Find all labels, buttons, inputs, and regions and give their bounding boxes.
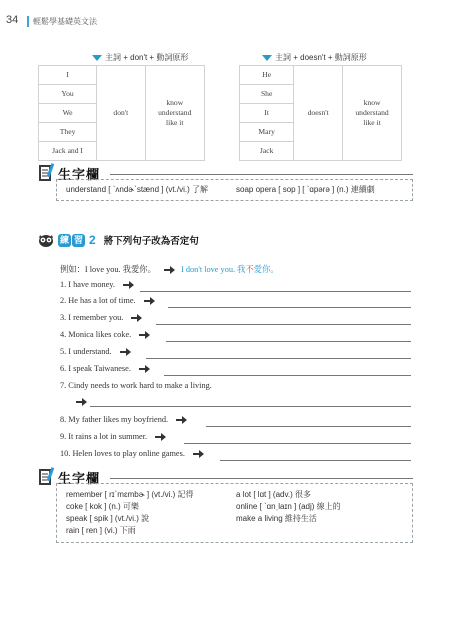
arrow-right-icon xyxy=(139,331,150,339)
verb-item: like it xyxy=(165,118,184,127)
answer-line[interactable] xyxy=(156,324,411,325)
example-answer-2: love you. 我 xyxy=(202,265,246,274)
question-text: 10. Helen loves to play online games. xyxy=(60,449,185,458)
exercise-header xyxy=(38,233,199,247)
question-item xyxy=(60,280,134,289)
vocab-divider xyxy=(110,174,413,175)
book-title: 輕鬆學基礎英文法 xyxy=(33,17,97,26)
arrow-right-icon xyxy=(144,297,155,305)
question-text: 2. He has a lot of time. xyxy=(60,296,136,305)
aux-cell: doesn't xyxy=(294,66,343,161)
vocab-section-2 xyxy=(38,467,413,545)
pencil-notebook-icon xyxy=(38,467,54,487)
verb-item: know xyxy=(363,98,381,107)
example-prefix: 例如：I love you. 我愛你。 xyxy=(60,265,156,274)
example-line xyxy=(60,263,279,275)
arrow-right-icon xyxy=(131,314,142,322)
aux-cell: don't xyxy=(97,66,145,161)
question-text: 5. I understand. xyxy=(60,347,112,356)
question-text: 4. Monica likes coke. xyxy=(60,330,132,339)
question-item xyxy=(60,330,150,339)
doesnt-conjugation-table xyxy=(239,65,402,161)
question-text: 9. It rains a lot in summer. xyxy=(60,432,148,441)
arrow-right-icon xyxy=(123,281,134,289)
answer-line[interactable] xyxy=(146,358,411,359)
question-item xyxy=(60,313,142,322)
question-item xyxy=(60,364,150,373)
example-answer-dont: don't xyxy=(185,265,203,274)
verb-item: know xyxy=(166,98,184,107)
answer-line[interactable] xyxy=(166,341,411,342)
page-number: 34 xyxy=(6,14,19,26)
subject-cell: He xyxy=(240,66,294,85)
vocab-item: rain [ ren ] (vi.) 下雨 xyxy=(66,526,136,535)
vocab-item: coke [ kok ] (n.) 可樂 xyxy=(66,502,139,511)
question-item xyxy=(60,432,166,441)
subject-cell: Jack and I xyxy=(39,142,97,161)
subject-cell: I xyxy=(39,66,97,85)
question-item xyxy=(60,449,204,458)
exercise-tag-char: 習 xyxy=(73,234,83,245)
vocab-item: online [ ˋɑnˌlaɪn ] (adj) 線上的 xyxy=(236,502,341,511)
answer-line[interactable] xyxy=(140,291,411,292)
answer-line[interactable] xyxy=(206,426,411,427)
subject-cell: We xyxy=(39,104,97,123)
subject-cell: She xyxy=(240,85,294,104)
vocab-item: understand [ ˋʌndɚˋstænd ] (vt./vi.) 了解 xyxy=(66,185,208,194)
vocab-item: make a living 維持生活 xyxy=(236,514,317,523)
question-text: 6. I speak Taiwanese. xyxy=(60,364,131,373)
exercise-tag xyxy=(58,234,85,247)
arrow-right-icon xyxy=(120,348,131,356)
formula-doesnt-text: 主詞 + doesn't + 動詞原形 xyxy=(275,53,367,62)
answer-line[interactable] xyxy=(90,406,411,407)
verb-item: understand xyxy=(355,108,389,117)
question-item xyxy=(60,347,131,356)
triangle-down-icon xyxy=(262,55,272,61)
formula-dont xyxy=(92,52,188,63)
formula-doesnt xyxy=(262,52,367,63)
vocab-item: soap opera [ sop ] [ ˋɑpərə ] (n.) 連續劇 xyxy=(236,185,375,194)
question-item xyxy=(60,296,155,305)
answer-line[interactable] xyxy=(220,460,411,461)
verb-cell xyxy=(145,66,205,161)
arrow-right-icon xyxy=(76,398,87,406)
question-text: 1. I have money. xyxy=(60,280,115,289)
subject-cell: Mary xyxy=(240,123,294,142)
question-item xyxy=(60,415,187,424)
subject-cell: Jack xyxy=(240,142,294,161)
vocab-item: a lot [ lɑt ] (adv.) 很多 xyxy=(236,490,311,499)
verb-cell xyxy=(343,66,402,161)
example-answer-not: 不 xyxy=(245,265,254,274)
example-answer-1: I xyxy=(181,265,186,274)
vocab-item: speak [ spik ] (vt./vi.) 說 xyxy=(66,514,150,523)
exercise-number: 2 xyxy=(89,233,96,247)
subject-cell: It xyxy=(240,104,294,123)
question-text: 8. My father likes my boyfriend. xyxy=(60,415,169,424)
answer-line[interactable] xyxy=(164,375,411,376)
arrow-right-icon xyxy=(164,266,175,274)
exercise-tag-char: 練 xyxy=(59,234,69,245)
question-text: 3. I remember you. xyxy=(60,313,124,322)
vocab-section-1 xyxy=(38,163,413,205)
vocab-divider xyxy=(110,478,413,479)
answer-line[interactable] xyxy=(168,307,411,308)
subject-cell: They xyxy=(39,123,97,142)
example-answer-3: 愛你。 xyxy=(253,265,279,274)
arrow-right-icon xyxy=(139,365,150,373)
owl-icon xyxy=(38,233,54,247)
header-accent-bar xyxy=(27,16,29,27)
arrow-right-icon xyxy=(155,433,166,441)
question-item xyxy=(60,381,212,390)
verb-item: like it xyxy=(363,118,381,127)
vocab-title: 生字欄 xyxy=(58,167,101,182)
answer-line[interactable] xyxy=(184,443,411,444)
verb-item: understand xyxy=(158,108,192,117)
vocab-item: remember [ rɪˋmɛmbɚ ] (vt./vi.) 記得 xyxy=(66,490,194,499)
question-text: 7. Cindy needs to work hard to make a living. xyxy=(60,381,212,390)
arrow-right-icon xyxy=(176,416,187,424)
dont-conjugation-table xyxy=(38,65,205,161)
subject-cell: You xyxy=(39,85,97,104)
exercise-title: 將下列句子改為否定句 xyxy=(103,236,199,247)
arrow-right-icon xyxy=(193,450,204,458)
triangle-down-icon xyxy=(92,55,102,61)
pencil-notebook-icon xyxy=(38,163,54,183)
vocab-title: 生字欄 xyxy=(58,471,101,486)
formula-dont-text: 主詞 + don't + 動詞原形 xyxy=(105,53,189,62)
